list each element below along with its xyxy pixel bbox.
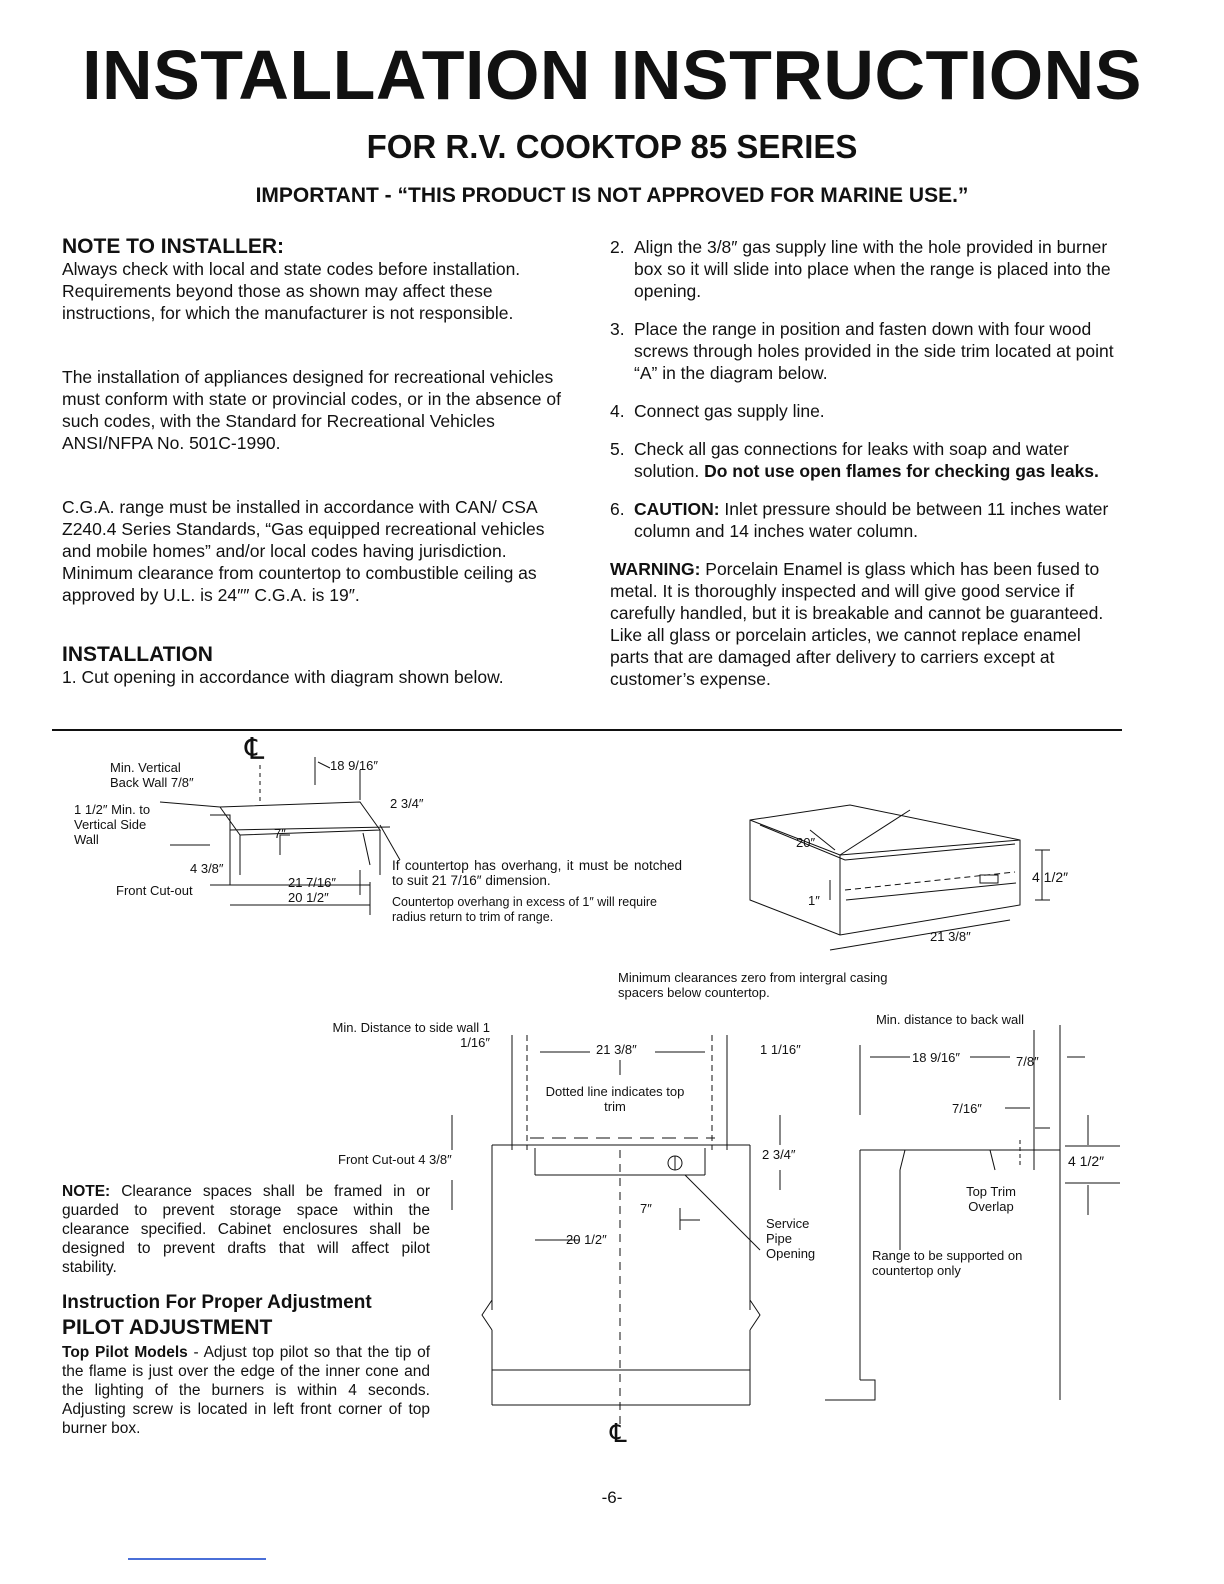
bottom-left-notes xyxy=(62,1182,430,1438)
cga-paragraph: C.G.A. range must be installed in accordance with CAN/ CSA Z240.4 Series Standards, “Gas equipped recreational vehicles and mobile homes” and/or local codes having jurisdiction. Minimum clearance from countertop to combustible ceiling as approved by U.L. is 24″″ C.G.A. is 19″. xyxy=(62,497,545,605)
installation-step-6: 6. CAUTION: Inlet pressure should be between 11 inches water column and 14 inches water column. xyxy=(610,499,1109,541)
page-number: -6- xyxy=(601,1488,623,1507)
note-to-installer-text: Always check with local and state codes before installation. Requirements beyond those as shown may affect these instructions, for which the manufacturer is not responsible. xyxy=(62,259,521,323)
front-cutout-label: Front Cut-out xyxy=(116,883,193,898)
box-dim-21-3-8: 21 3/8″ xyxy=(930,929,971,944)
warning-paragraph: WARNING: Porcelain Enamel is glass which has been fused to metal. It is thoroughly inspected and will give good service if carefully handled, but it is breakable and cannot be guaranteed. Like all glass or porcelain articles, we cannot replace enamel parts that are damaged after delivery to carriers except at customer’s expense. xyxy=(610,559,1104,689)
centerline-symbol: ℄ xyxy=(610,1419,627,1448)
installation-step-2: 2. Align the 3/8″ gas supply line with the hole provided in burner box so it will slide into place when the range is placed into the opening. xyxy=(610,237,1111,301)
front-cutout-4-3-8-label: Front Cut-out 4 3/8″ xyxy=(338,1152,452,1167)
scan-edge-mark xyxy=(128,1558,266,1560)
section-divider xyxy=(52,729,1122,731)
box-dim-20: 20″ xyxy=(796,835,816,850)
dim-7-top: 7″ xyxy=(274,826,286,841)
dim-21-7-16-top: 21 7/16″ xyxy=(288,875,336,890)
left-column xyxy=(62,236,568,688)
installation-step-3: 3. Place the range in position and fasten down with four wood screws through holes provided in the side trim located at point “A” in the diagram below. xyxy=(610,319,1114,383)
side-dim-18-9-16: 18 9/16″ xyxy=(912,1050,960,1065)
codes-paragraph: The installation of appliances designed for recreational vehicles must conform with state or provincial codes, or in the absence of such codes, with the Standard for Recreational Vehicles ANSI/NFPA No. 501C-1990. xyxy=(62,367,561,453)
top-pilot-paragraph: Top Pilot Models - Adjust top pilot so that the tip of the flame is just over the edge of the inner cone and the lighting of the burners is within 4 seconds. Adjusting screw is located in left front corner of top burner box. xyxy=(62,1344,431,1437)
installation-step-5: 5. Check all gas connections for leaks with soap and water solution. Do not use open flames for checking gas leaks. xyxy=(610,439,1099,481)
pilot-adjustment-heading: PILOT ADJUSTMENT xyxy=(62,1316,273,1339)
note-to-installer-heading: NOTE TO INSTALLER: xyxy=(62,235,285,258)
installation-step-1: 1. Cut opening in accordance with diagram shown below. xyxy=(62,667,504,687)
overhang-note-2: Countertop overhang in excess of 1″ will require radius return to trim of range. xyxy=(392,895,657,924)
dim-18-9-16-top: 18 9/16″ xyxy=(330,758,378,773)
side-dim-4-1-2: 4 1/2″ xyxy=(1068,1153,1105,1169)
right-column xyxy=(610,236,1116,690)
side-view-diagram xyxy=(820,1020,1130,1420)
dim-2-3-4-top: 2 3/4″ xyxy=(390,796,424,811)
installation-step-4: 4. Connect gas supply line. xyxy=(610,401,825,421)
important-notice: IMPORTANT - “THIS PRODUCT IS NOT APPROVED FOR MARINE USE.” xyxy=(255,184,969,207)
box-dim-1: 1″ xyxy=(808,893,820,908)
clearance-framing-note: NOTE: Clearance spaces shall be framed in or guarded to prevent storage space within the clearance specified. Cabinet enclosures shall be designed to prevent drafts that will affect pilot stability. xyxy=(62,1183,430,1276)
service-pipe-label: Service Pipe Opening xyxy=(766,1216,816,1261)
page-title: INSTALLATION INSTRUCTIONS xyxy=(82,36,1142,114)
front-dim-7: 7″ xyxy=(640,1201,652,1216)
min-side-wall-label: 1 1/2″ Min. to Vertical Side Wall xyxy=(74,802,151,847)
front-dim-21-3-8: 21 3/8″ xyxy=(596,1042,637,1057)
overhang-note: If countertop has overhang, it must be notched to suit 21 7/16″ dimension. xyxy=(392,858,682,888)
range-supported-label: Range to be supported on countertop only xyxy=(872,1248,1023,1278)
front-dim-1-1-16: 1 1/16″ xyxy=(760,1042,801,1057)
adjustment-heading: Instruction For Proper Adjustment xyxy=(62,1292,372,1313)
dim-4-3-8-top: 4 3/8″ xyxy=(190,861,224,876)
front-dim-2-3-4: 2 3/4″ xyxy=(762,1147,796,1162)
min-distance-back-label: Min. distance to back wall xyxy=(875,1012,1025,1027)
box-dim-4-1-2: 4 1/2″ xyxy=(1032,869,1069,885)
min-distance-side-label: Min. Distance to side wall 1 1/16″ xyxy=(332,1020,490,1050)
clearance-note: Minimum clearances zero from intergral casing spacers below countertop. xyxy=(618,970,888,1000)
page-subtitle: FOR R.V. COOKTOP 85 SERIES xyxy=(366,128,858,165)
dim-20-1-2-top: 20 1/2″ xyxy=(288,890,329,905)
svg-text:℄: ℄ xyxy=(245,735,265,766)
installation-heading: INSTALLATION xyxy=(62,643,213,666)
side-dim-7-16: 7/16″ xyxy=(952,1101,982,1116)
front-dim-20-1-2: 20 1/2″ xyxy=(566,1232,607,1247)
side-dim-7-8: 7/8″ xyxy=(1016,1054,1039,1069)
top-trim-overlap-label: Top Trim Overlap xyxy=(966,1184,1016,1214)
dotted-line-label: Dotted line indicates top trim xyxy=(545,1084,685,1114)
min-vertical-back-wall-label: Min. Vertical Back Wall 7/8″ xyxy=(110,760,194,790)
